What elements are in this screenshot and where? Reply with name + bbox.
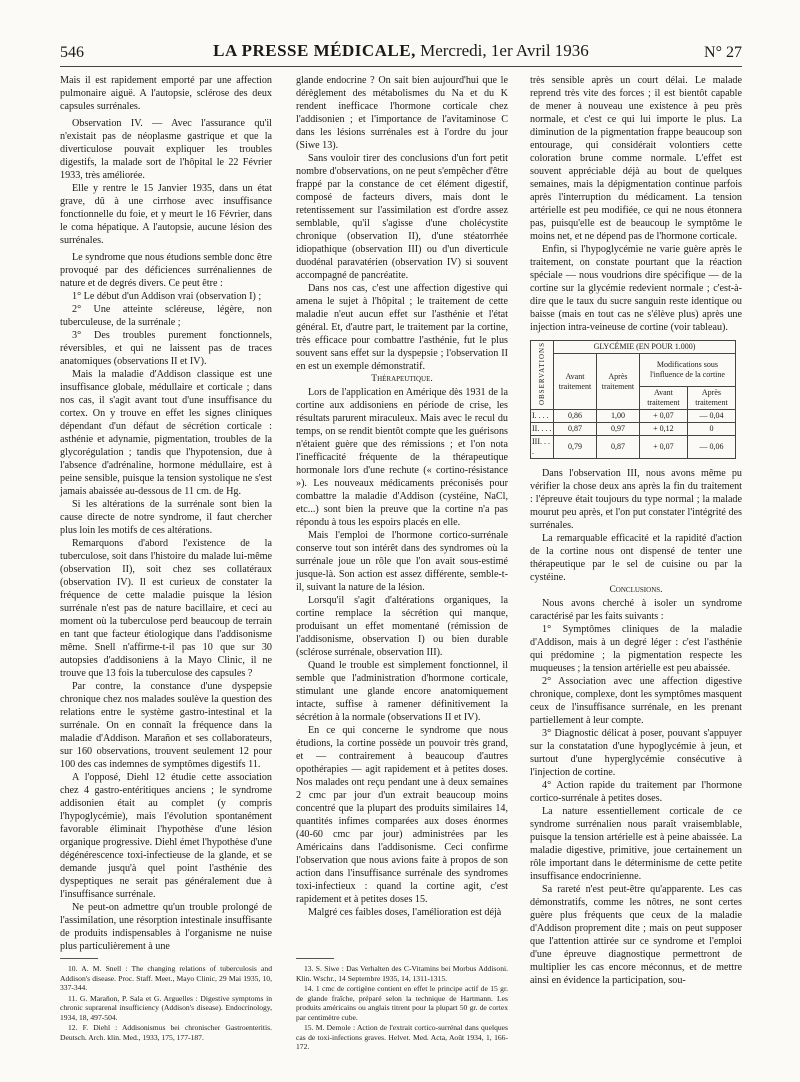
footnote: 10. A. M. Snell : The changing relations of tuberculosis and Addison's disease. Proc. Staff. Meet., Mayo Clinic, 29 Mai 1935, 10, 337-344. [60,964,272,992]
page-number: 546 [60,44,84,61]
list-item: 1° Le début d'un Addison vrai (observation I) ; [72,291,262,302]
table-cell: 0,79 [554,436,597,459]
table-row [531,423,736,436]
glycemia-table [530,340,736,459]
footnotes-left [60,964,272,1043]
paragraph: Elle y rentre le 15 Janvier 1935, dans un état grave, dû à une cirrhose avec insuffisance fonctionnelle du foie, et y meurt le 16 Février, dans le coma hépatique. A l'autopsie, aucune lésion des surrénales. [60,183,272,246]
page-header [60,36,742,66]
paragraph: Le syndrome que nous étudions semble donc être provoqué par des déficiences surrénaliennes de nature et de degrés divers. Ce peut être : [60,252,272,289]
issue-number: N° 27 [704,44,742,61]
table-cell: 0,87 [596,436,639,459]
paragraph: En ce qui concerne le syndrome que nous étudions, la cortine possède un pouvoir très grand, et — contrairement à beaucoup d'autres opothérapies — agit rapidement et à petites doses. Nos malades ont reçu pendant une à deux semaines 2 cmc par jour d'un extrait beaucoup moins concentré que la plupart des produits similaires 14, quantités infimes comparées aux doses énormes (40-60 cmc par jour) administrées par les Américains dans l'addisonisme. Ceci confirme l'observation que nous avions faite à propos de son action dans l'insuffisance surrénale des syndromes toxi-infectieux : quand la cortine agit, c'est rapidement et à petites doses 15. [296,725,508,905]
table-cell-obs: III. . . . [531,436,554,459]
paragraph: La remarquable efficacité et la rapidité d'action de la cortine nous ont dispensé de tenter une thérapeutique par le sel de cuisine ou par la cystéine. [530,533,742,584]
column-right [530,74,742,987]
paragraph: Malgré ces faibles doses, l'amélioration est déjà [308,907,502,918]
paragraph: Ne peut-on admettre qu'un trouble prolongé de l'assimilation, une résorption intestinale insuffisante de produits indispensables à l'organisme ne nuise plus particulièrement à une [60,902,272,952]
table-cell: + 0,07 [639,436,687,459]
paragraph: Par contre, la constance d'une dyspepsie chronique chez nos malades soulève la question des relations entre le système gastro-intestinal et la surrénale. On en connaît la fréquence dans la maladie d'Addison. Marañon et ses collaborateurs, sur 160 observations, trouvent seulement 12 pour 100 des cas indemnes de symptômes digestifs 11. [60,681,272,770]
table-col-modif-avant: Avant traitement [639,387,687,410]
journal-name: LA PRESSE MÉDICALE, [213,41,416,60]
paragraph: Sa rareté n'est peut-être qu'apparente. Les cas démonstratifs, comme les nôtres, ne sont certes guère plus fréquents que ceux de la maladie d'Addison proprement dite ; mais on peut supposer que l'attention attirée sur ce syndrome et l'emploi d'une épreuve diagnostique permettront de multiplier les cas encore méconnus, et de mettre ainsi en évidence la participation, sou- [530,884,742,987]
paragraph: A l'opposé, Diehl 12 étudie cette association chez 4 gastro-entéritiques anciens ; le syndrome addisonien était au complet (y compris l'hypoglycémie), mais l'évolution spontanément favorable éliminait l'hypothèse d'une lésion organique progressive. Diehl émet l'hypothèse d'une dégénérescence toxi-infectieuse de la glande, et se demande jusqu'à quel point l'asthénie des dyspeptiques ne serait pas généralement due à l'insuffisance surrénale. [60,772,272,900]
paragraph: Dans nos cas, c'est une affection digestive qui amena le sujet à l'hôpital ; le traitement de cette maladie n'eut aucun effet sur l'asthénie et l'état général. Et, d'autre part, le traitement par la cortine, très efficace pour combattre l'asthénie, fut le plus souvent sans effet sur la dyspepsie ; l'observation II en est un exemple démonstratif. [296,283,508,372]
section-heading-conclusions: Conclusions. [609,585,663,596]
table-cell: — 0,04 [687,410,735,423]
paragraph: très sensible après un court délai. Le malade reprend très vite des forces ; il est bientôt capable de mener à nouveau une existence à peu près normale, et c'est ce qui lui importe le plus. La diminution de la pigmentation frappe beaucoup son entourage, qui considérait volontiers cette coloration brune comme normale. L'effet est souvent appréciable déjà au bout de quelques semaines, mais la dépigmentation continue parfois après l'interruption du médicament. La tension artérielle est peu modifiée, ce qui ne nous étonnera pas, puisqu'elle est de beaucoup le symptôme le moins net, et ne dépend pas de l'hormone corticale. [530,75,742,242]
list-item: 2° Une atteinte scléreuse, légère, non tuberculeuse, de la surrénale ; [60,304,272,328]
table-obs-header-cell [531,341,554,410]
paragraph: Dans l'observation III, nous avons même pu vérifier la chose deux ans après la fin du traitement : l'épreuve était toujours du type normal ; la malade mourut peu après, et l'on put constater l'intégrité des surrénales. [530,468,742,532]
footnote-rule [296,958,334,959]
footnote: 13. S. Siwe : Das Verhalten des C-Vitamins bei Morbus Addisoni. Klin. Wschr., 14 Septembre 1935, 14, 1311-1315. [296,964,508,983]
list-item: 2° Association avec une affection digestive chronique, complexe, dont les symptômes masquent ceux de l'insuffisance surrénale, en les prenant partiellement à leur compte. [530,676,742,727]
issue-date: Mercredi, 1er Avril 1936 [420,41,589,60]
paragraph: Remarquons d'abord l'existence de la tuberculose, soit dans l'histoire du malade lui-même (observation II), soit chez ses collatéraux (observation IV). Il est curieux de constater la fréquence de cette maladie puisque la lésion surrénale n'est pas de nature bacillaire, et ceci au moment où la tuberculose perd beaucoup de terrain en tant que facteur étiologique dans l'addisonisme même. Snell n'affirme-t-il pas 10 que sur 30 autopsies d'addisoniens à la Mayo Clinic, il ne trouve que 13 fois la tuberculose des capsules ? [60,538,272,679]
table-cell-obs: II. . . . [531,423,554,436]
table-obs-header: OBSERVATIONS [538,342,546,406]
table-col-modif-apres: Après traitement [687,387,735,410]
journal-title [60,41,742,61]
paragraph: Enfin, si l'hypoglycémie ne varie guère après le traitement, on constate pourtant que la réaction spéciale — nous voudrions dire spécifique — de la cortine sur la glycémie redevient normale ; c'est-à-dire que le taux du sucre sanguin reste identique ou baisse (mais en tout cas ne s'élève plus) après une injection intra-veineuse de cortine (voir tableau). [530,244,742,333]
table-col-apres: Après traitement [596,354,639,410]
table-row [531,436,736,459]
table-row [531,410,736,423]
footnotes-middle [296,964,508,1053]
table-cell: + 0,07 [639,410,687,423]
paragraph: Nous avons cherché à isoler un syndrome caractérisé par les faits suivants : [530,598,742,623]
table-cell: + 0,12 [639,423,687,436]
paragraph: Sans vouloir tirer des conclusions d'un fort petit nombre d'observations, on ne peut s'empêcher d'être frappé par la constance de cet élément digestif, composé de facteurs divers, mais dont le retentissement sur l'assimilation est d'ordre assez semblable, qu'il s'agisse d'une cholécystite chronique (observation II), d'une stéatorrhée idiopathique (observation III) ou d'un diverticule duodénal paravatérien (observation IV) si souvent accompagné de pancréatite. [296,153,508,281]
table-cell: 0,86 [554,410,597,423]
paragraph: Quand le trouble est simplement fonctionnel, il semble que l'administration d'hormone corticale, stimulant une glande encore anatomiquement intacte, suffise à ramener définitivement la sécrétion à la normale (observations II et IV). [296,660,508,723]
footnote: 14. 1 cmc de cortigène contient en effet le principe actif de 15 gr. de glande fraîche, préparé selon la technique de Hartmann. Les produits américains ou anglais titrent pour la plupart 50 gr. de cortex par centimètre cube. [296,984,508,1022]
footnote: 11. G. Marañon, P. Sala et G. Arguelles : Digestive symptoms in chronic suprarenal insufficiency (Addison's disease). Endocrinology, 1934, 18, 497-504. [60,993,272,1022]
list-item: 4° Action rapide du traitement par l'hormone cortico-surrénale à petites doses. [530,780,742,805]
column-left [60,74,272,953]
table-cell-obs: I. . . . [531,410,554,423]
table-cell: 1,00 [596,410,639,423]
footnote: 12. F. Diehl : Addisonismus bei chronischer Gastroenteritis. Deutsch. Arch. klin. Med., 1933, 175, 177-187. [60,1023,272,1042]
paragraph: Lors de l'application en Amérique dès 1931 de la cortine aux addisoniens en période de crise, les résultats parurent miraculeux. Mais avec le recul du temps, on se rendit bientôt compte que les guérisons n'étaient guère que des rémissions ; et l'on nota l'inefficacité fréquente de la thérapeutique hormonale lors d'une rechute (« cortino-résistance »). Les nouveaux médicaments préconisés pour combattre la maladie d'Addison (cystéine, NaCl, etc...) sont bien la preuve que la cortine n'a pas répondu à tous les espoirs placés en elle. [296,387,508,528]
paragraph: Mais il est rapidement emporté par une affection pulmonaire aiguë. A l'autopsie, sclérose des deux capsules surrénales. [60,75,272,112]
paragraph: Mais la maladie d'Addison classique est une insuffisance globale, médullaire et corticale ; dans nos cas, il s'agit avant tout d'une insuffisance du cortex. On y trouve en effet les signes cliniques dépendant d'un défaut de sécrétion corticale : asthénie et adynamie, pigmentation, troubles de la glycorégulation ; tandis que l'hypotension, due à l'absence d'adrénaline, hormone médullaire, est à peine sensible, puisque la tension systolique ne s'est jamais abaissée au-dessous de 11 cm. de Hg. [60,369,272,497]
list-item: 3° Des troubles purement fonctionnels, réversibles, et qui ne laissent pas de traces anatomiques (observations II et IV). [60,330,272,367]
table-cell: 0 [687,423,735,436]
table-cell: 0,87 [554,423,597,436]
list-item: 1° Symptômes cliniques de la maladie d'Addison, mais à un degré léger : c'est l'asthénie qui prédomine ; la pigmentation respecte les muqueuses ; la tension artérielle est peu abaissée. [530,624,742,675]
footnote-rule [60,958,98,959]
table-cell: 0,97 [596,423,639,436]
list-item: 3° Diagnostic délicat à poser, pouvant s'appuyer sur la constatation d'une hypoglycémie à jeun, et surtout d'une hyperglycémie consécutive à l'injection de cortine. [530,728,742,779]
table-modif-header: Modifications sous l'influence de la cortine [639,354,735,387]
table-col-avant: Avant traitement [554,354,597,410]
paragraph: Mais l'emploi de l'hormone cortico-surrénale conserve tout son intérêt dans des syndromes où la surrénale joue un rôle que l'on avait sous-estimé jusque-là. Son action est assez différente, semble-t-il, suivant la nature de la lésion. [296,530,508,593]
table-glycemie-header: GLYCÉMIE (EN POUR 1.000) [554,341,736,354]
table-cell: — 0,06 [687,436,735,459]
paragraph: Lorsqu'il s'agit d'altérations organiques, la cortine remplace la sécrétion qui manque, produisant un effet momentané (rémission de l'addisonisme, observation I) ou bien durable (sclérose surrénale, observation III). [296,595,508,658]
paragraph: Observation IV. — Avec l'assurance qu'il n'existait pas de néoplasme gastrique et que la diverticulose pouvait expliquer les troubles digestifs, la malade sort de l'hôpital le 22 Février 1933, très améliorée. [60,118,272,181]
section-heading-therapeutique: Thérapeutique. [371,374,433,384]
footnote: 15. M. Demole : Action de l'extrait cortico-surrénal dans quelques cas de toxi-infections graves. Helvet. Med. Acta, Août 1934, 1, 166-172. [296,1023,508,1051]
header-rule [60,66,742,67]
paragraph: Si les altérations de la surrénale sont bien la cause directe de notre syndrome, il faut chercher plus loin les motifs de ces altérations. [60,499,272,536]
paragraph: glande endocrine ? On sait bien aujourd'hui que le dérèglement des métabolismes du Na et du K rendent inefficace l'hormone corticale chez l'addisonien ; et l'importance de l'avitaminose C dans les lésions surrénales est à l'ordre du jour (Siwe 13). [296,75,508,151]
paragraph: La nature essentiellement corticale de ce syndrome surrénalien nous paraît vraisemblable, puisque la tension artérielle est à peine abaissée. La maladie digestive, primitive, joue certainement un rôle important dans le déterminisme de cette petite insuffisance endocrinienne. [530,806,742,883]
column-middle [296,74,508,919]
